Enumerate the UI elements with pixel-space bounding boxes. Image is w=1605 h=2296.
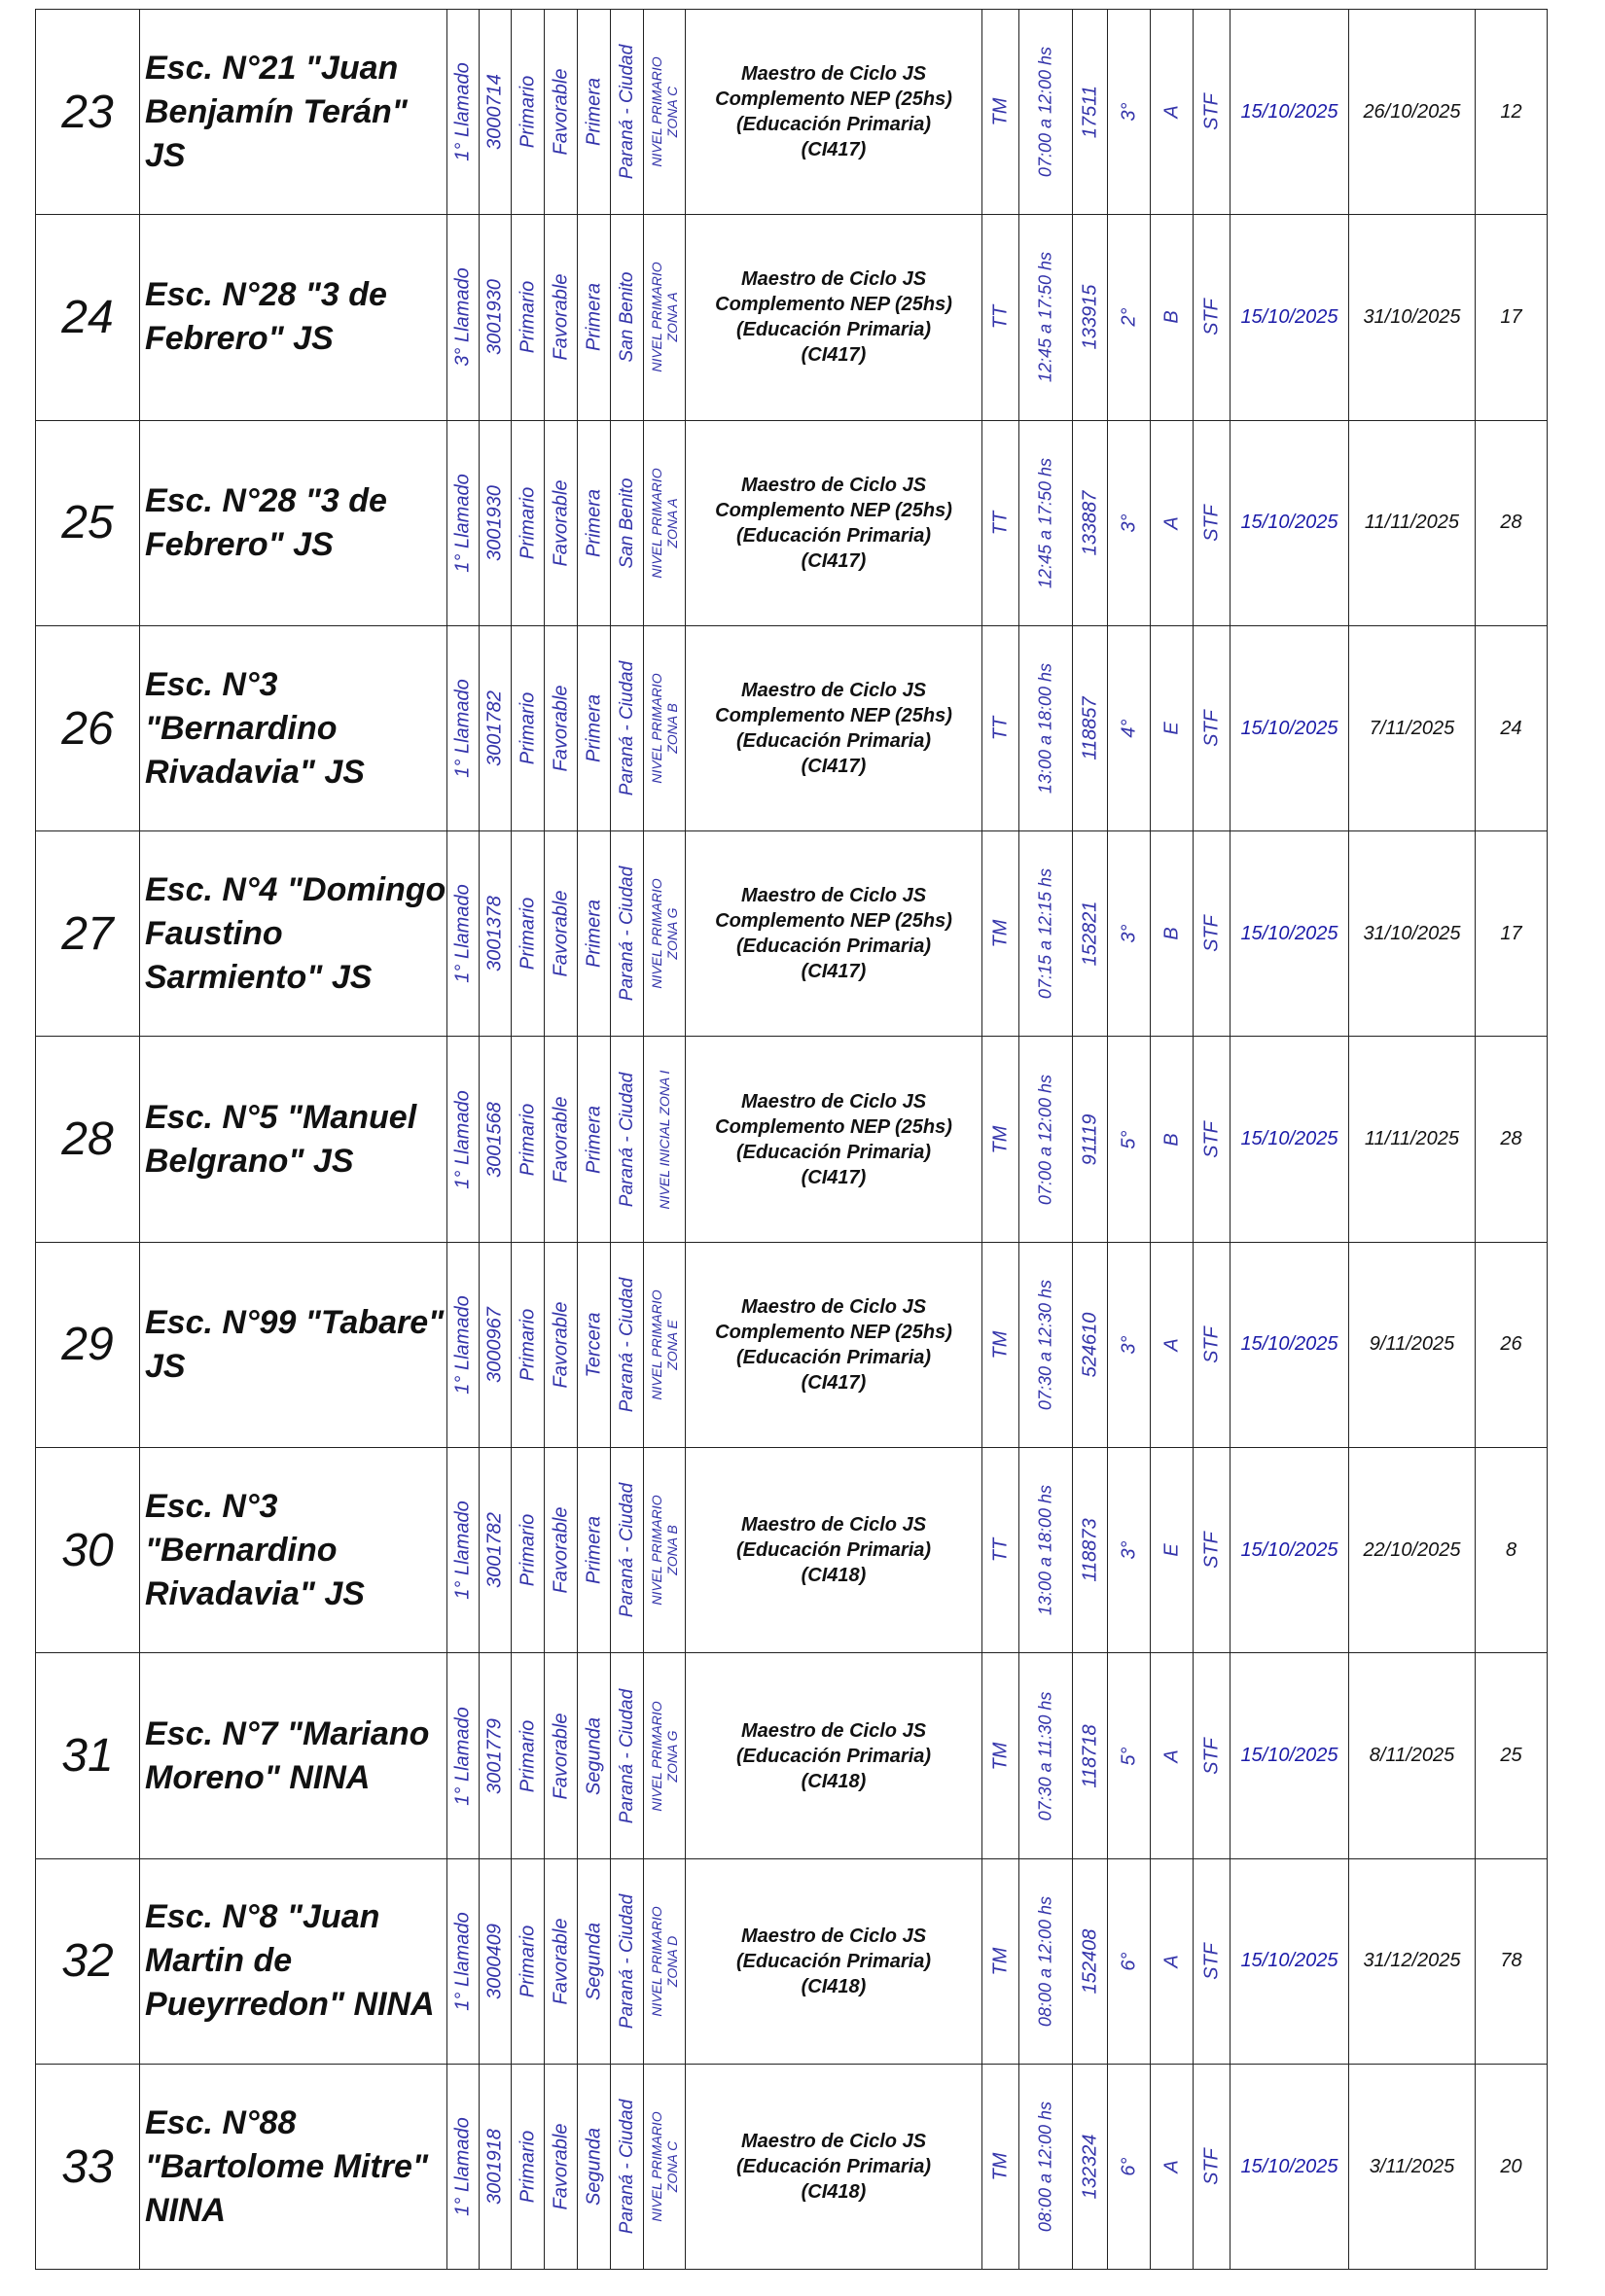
nivel-tipo-cell: Primario — [512, 1242, 545, 1447]
dias-count: 8 — [1476, 1448, 1548, 1653]
turno-cell: TT — [982, 1448, 1019, 1653]
seccion-cell: E — [1151, 625, 1194, 830]
table-row — [36, 1858, 1548, 2064]
code-cell: 3001378 — [480, 831, 512, 1037]
grado-cell: 5° — [1108, 1653, 1151, 1858]
llamado-cell: 1° Llamado — [447, 1037, 480, 1242]
turno-cell: TM — [982, 831, 1019, 1037]
zona-tipo-cell: Favorable — [545, 1858, 578, 2064]
fecha-desde: 15/10/2025 — [1230, 831, 1349, 1037]
llamado-cell: 1° Llamado — [447, 1242, 480, 1447]
id-cell: 132324 — [1073, 2064, 1108, 2269]
code-cell: 3001779 — [480, 1653, 512, 1858]
grado-cell: 4° — [1108, 625, 1151, 830]
grado-cell: 3° — [1108, 1242, 1151, 1447]
grado-cell: 3° — [1108, 10, 1151, 215]
turno-cell: TM — [982, 1037, 1019, 1242]
situacion-cell: STF — [1194, 10, 1230, 215]
categoria-cell: Segunda — [578, 2064, 611, 2269]
zona-tipo-cell: Favorable — [545, 1242, 578, 1447]
dias-count: 26 — [1476, 1242, 1548, 1447]
llamado-cell: 1° Llamado — [447, 1858, 480, 2064]
nivel-zona-cell: NIVEL PRIMARIO ZONA B — [644, 1448, 686, 1653]
school-name: Esc. N°28 "3 de Febrero" JS — [140, 420, 447, 625]
categoria-cell: Primera — [578, 831, 611, 1037]
dias-count: 17 — [1476, 215, 1548, 420]
id-cell: 118857 — [1073, 625, 1108, 830]
cargo-description: Maestro de Ciclo JS Complemento NEP (25hs) (Educación Primaria) (CI417) — [686, 420, 982, 625]
nivel-tipo-cell: Primario — [512, 1037, 545, 1242]
school-name: Esc. N°28 "3 de Febrero" JS — [140, 215, 447, 420]
dias-count: 20 — [1476, 2064, 1548, 2269]
school-name: Esc. N°3 "Bernardino Rivadavia" JS — [140, 1448, 447, 1653]
dias-count: 28 — [1476, 420, 1548, 625]
turno-cell: TM — [982, 2064, 1019, 2269]
zona-tipo-cell: Favorable — [545, 625, 578, 830]
zona-tipo-cell: Favorable — [545, 215, 578, 420]
fecha-hasta: 3/11/2025 — [1349, 2064, 1476, 2269]
nivel-tipo-cell: Primario — [512, 2064, 545, 2269]
nivel-tipo-cell: Primario — [512, 625, 545, 830]
id-cell: 133887 — [1073, 420, 1108, 625]
table-row — [36, 420, 1548, 625]
nivel-tipo-cell: Primario — [512, 1653, 545, 1858]
seccion-cell: B — [1151, 215, 1194, 420]
situacion-cell: STF — [1194, 420, 1230, 625]
categoria-cell: Primera — [578, 420, 611, 625]
id-cell: 118873 — [1073, 1448, 1108, 1653]
code-cell: 3001782 — [480, 625, 512, 830]
fecha-desde: 15/10/2025 — [1230, 1037, 1349, 1242]
id-cell: 133915 — [1073, 215, 1108, 420]
cargo-description: Maestro de Ciclo JS Complemento NEP (25hs) (Educación Primaria) (CI417) — [686, 1037, 982, 1242]
cargo-description: Maestro de Ciclo JS Complemento NEP (25hs) (Educación Primaria) (CI417) — [686, 1242, 982, 1447]
localidad-cell: Paraná - Ciudad — [611, 10, 644, 215]
id-cell: 524610 — [1073, 1242, 1108, 1447]
seccion-cell: B — [1151, 1037, 1194, 1242]
situacion-cell: STF — [1194, 625, 1230, 830]
fecha-desde: 15/10/2025 — [1230, 420, 1349, 625]
school-name: Esc. N°4 "Domingo Faustino Sarmiento" JS — [140, 831, 447, 1037]
localidad-cell: Paraná - Ciudad — [611, 1653, 644, 1858]
code-cell: 3000967 — [480, 1242, 512, 1447]
fecha-hasta: 31/10/2025 — [1349, 215, 1476, 420]
situacion-cell: STF — [1194, 1037, 1230, 1242]
fecha-hasta: 22/10/2025 — [1349, 1448, 1476, 1653]
nivel-zona-cell: NIVEL PRIMARIO ZONA E — [644, 1242, 686, 1447]
horario-cell: 12:45 a 17:50 hs — [1019, 215, 1073, 420]
nivel-zona-cell: NIVEL PRIMARIO ZONA C — [644, 2064, 686, 2269]
turno-cell: TM — [982, 1653, 1019, 1858]
nivel-zona-cell: NIVEL PRIMARIO ZONA B — [644, 625, 686, 830]
table-row — [36, 215, 1548, 420]
localidad-cell: Paraná - Ciudad — [611, 1037, 644, 1242]
zona-tipo-cell: Favorable — [545, 2064, 578, 2269]
code-cell: 3000409 — [480, 1858, 512, 2064]
llamado-cell: 3° Llamado — [447, 215, 480, 420]
row-number: 28 — [36, 1037, 140, 1242]
localidad-cell: San Benito — [611, 215, 644, 420]
categoria-cell: Segunda — [578, 1653, 611, 1858]
code-cell: 3001782 — [480, 1448, 512, 1653]
id-cell: 152408 — [1073, 1858, 1108, 2064]
categoria-cell: Primera — [578, 625, 611, 830]
situacion-cell: STF — [1194, 1858, 1230, 2064]
row-number: 31 — [36, 1653, 140, 1858]
nivel-zona-cell: NIVEL PRIMARIO ZONA A — [644, 215, 686, 420]
horario-cell: 12:45 a 17:50 hs — [1019, 420, 1073, 625]
table-row — [36, 1037, 1548, 1242]
nivel-tipo-cell: Primario — [512, 420, 545, 625]
seccion-cell: A — [1151, 1858, 1194, 2064]
grado-cell: 2° — [1108, 215, 1151, 420]
dias-count: 12 — [1476, 10, 1548, 215]
localidad-cell: Paraná - Ciudad — [611, 2064, 644, 2269]
seccion-cell: A — [1151, 1653, 1194, 1858]
zona-tipo-cell: Favorable — [545, 1653, 578, 1858]
fecha-desde: 15/10/2025 — [1230, 215, 1349, 420]
table-row — [36, 1242, 1548, 1447]
localidad-cell: Paraná - Ciudad — [611, 831, 644, 1037]
grado-cell: 3° — [1108, 1448, 1151, 1653]
horario-cell: 13:00 a 18:00 hs — [1019, 625, 1073, 830]
horario-cell: 07:15 a 12:15 hs — [1019, 831, 1073, 1037]
cargo-description: Maestro de Ciclo JS (Educación Primaria) (CI418) — [686, 1858, 982, 2064]
fecha-hasta: 11/11/2025 — [1349, 420, 1476, 625]
situacion-cell: STF — [1194, 1448, 1230, 1653]
llamado-cell: 1° Llamado — [447, 831, 480, 1037]
grado-cell: 3° — [1108, 831, 1151, 1037]
table-row — [36, 831, 1548, 1037]
code-cell: 3000714 — [480, 10, 512, 215]
categoria-cell: Segunda — [578, 1858, 611, 2064]
seccion-cell: A — [1151, 10, 1194, 215]
nivel-tipo-cell: Primario — [512, 831, 545, 1037]
grado-cell: 3° — [1108, 420, 1151, 625]
row-number: 26 — [36, 625, 140, 830]
nivel-tipo-cell: Primario — [512, 1448, 545, 1653]
seccion-cell: A — [1151, 1242, 1194, 1447]
code-cell: 3001930 — [480, 420, 512, 625]
cargo-description: Maestro de Ciclo JS (Educación Primaria) (CI418) — [686, 1448, 982, 1653]
id-cell: 17511 — [1073, 10, 1108, 215]
fecha-desde: 15/10/2025 — [1230, 1653, 1349, 1858]
fecha-hasta: 31/10/2025 — [1349, 831, 1476, 1037]
cargo-description: Maestro de Ciclo JS Complemento NEP (25hs) (Educación Primaria) (CI417) — [686, 625, 982, 830]
turno-cell: TT — [982, 625, 1019, 830]
fecha-desde: 15/10/2025 — [1230, 1448, 1349, 1653]
nivel-tipo-cell: Primario — [512, 1858, 545, 2064]
id-cell: 91119 — [1073, 1037, 1108, 1242]
fecha-desde: 15/10/2025 — [1230, 10, 1349, 215]
row-number: 29 — [36, 1242, 140, 1447]
nivel-tipo-cell: Primario — [512, 10, 545, 215]
row-number: 33 — [36, 2064, 140, 2269]
horario-cell: 07:00 a 12:00 hs — [1019, 10, 1073, 215]
situacion-cell: STF — [1194, 1653, 1230, 1858]
school-name: Esc. N°8 "Juan Martin de Pueyrredon" NINA — [140, 1858, 447, 2064]
horario-cell: 13:00 a 18:00 hs — [1019, 1448, 1073, 1653]
grado-cell: 6° — [1108, 2064, 1151, 2269]
llamado-cell: 1° Llamado — [447, 2064, 480, 2269]
nivel-zona-cell: NIVEL PRIMARIO ZONA A — [644, 420, 686, 625]
nivel-tipo-cell: Primario — [512, 215, 545, 420]
llamado-cell: 1° Llamado — [447, 10, 480, 215]
code-cell: 3001568 — [480, 1037, 512, 1242]
code-cell: 3001930 — [480, 215, 512, 420]
situacion-cell: STF — [1194, 2064, 1230, 2269]
categoria-cell: Tercera — [578, 1242, 611, 1447]
categoria-cell: Primera — [578, 215, 611, 420]
code-cell: 3001918 — [480, 2064, 512, 2269]
turno-cell: TT — [982, 420, 1019, 625]
categoria-cell: Primera — [578, 1448, 611, 1653]
turno-cell: TM — [982, 1242, 1019, 1447]
school-name: Esc. N°88 "Bartolome Mitre" NINA — [140, 2064, 447, 2269]
llamado-cell: 1° Llamado — [447, 420, 480, 625]
fecha-desde: 15/10/2025 — [1230, 2064, 1349, 2269]
school-name: Esc. N°7 "Mariano Moreno" NINA — [140, 1653, 447, 1858]
fecha-hasta: 9/11/2025 — [1349, 1242, 1476, 1447]
vacancy-table — [35, 9, 1548, 2270]
school-name: Esc. N°5 "Manuel Belgrano" JS — [140, 1037, 447, 1242]
cargo-description: Maestro de Ciclo JS Complemento NEP (25hs) (Educación Primaria) (CI417) — [686, 831, 982, 1037]
school-name: Esc. N°21 "Juan Benjamín Terán" JS — [140, 10, 447, 215]
fecha-desde: 15/10/2025 — [1230, 625, 1349, 830]
fecha-hasta: 8/11/2025 — [1349, 1653, 1476, 1858]
zona-tipo-cell: Favorable — [545, 1448, 578, 1653]
horario-cell: 08:00 a 12:00 hs — [1019, 2064, 1073, 2269]
row-number: 32 — [36, 1858, 140, 2064]
localidad-cell: Paraná - Ciudad — [611, 1448, 644, 1653]
llamado-cell: 1° Llamado — [447, 1448, 480, 1653]
table-row — [36, 625, 1548, 830]
nivel-zona-cell: NIVEL PRIMARIO ZONA D — [644, 1858, 686, 2064]
zona-tipo-cell: Favorable — [545, 831, 578, 1037]
id-cell: 118718 — [1073, 1653, 1108, 1858]
fecha-hasta: 7/11/2025 — [1349, 625, 1476, 830]
row-number: 27 — [36, 831, 140, 1037]
cargo-description: Maestro de Ciclo JS (Educación Primaria) (CI418) — [686, 2064, 982, 2269]
nivel-zona-cell: NIVEL PRIMARIO ZONA G — [644, 1653, 686, 1858]
dias-count: 25 — [1476, 1653, 1548, 1858]
categoria-cell: Primera — [578, 1037, 611, 1242]
fecha-hasta: 26/10/2025 — [1349, 10, 1476, 215]
dias-count: 78 — [1476, 1858, 1548, 2064]
llamado-cell: 1° Llamado — [447, 625, 480, 830]
zona-tipo-cell: Favorable — [545, 420, 578, 625]
table-row — [36, 1653, 1548, 1858]
dias-count: 28 — [1476, 1037, 1548, 1242]
row-number: 23 — [36, 10, 140, 215]
turno-cell: TT — [982, 215, 1019, 420]
seccion-cell: A — [1151, 2064, 1194, 2269]
table-row — [36, 10, 1548, 215]
seccion-cell: B — [1151, 831, 1194, 1037]
nivel-zona-cell: NIVEL INICIAL ZONA I — [644, 1037, 686, 1242]
row-number: 24 — [36, 215, 140, 420]
situacion-cell: STF — [1194, 215, 1230, 420]
turno-cell: TM — [982, 1858, 1019, 2064]
fecha-desde: 15/10/2025 — [1230, 1242, 1349, 1447]
situacion-cell: STF — [1194, 831, 1230, 1037]
categoria-cell: Primera — [578, 10, 611, 215]
zona-tipo-cell: Favorable — [545, 1037, 578, 1242]
localidad-cell: San Benito — [611, 420, 644, 625]
table-row — [36, 1448, 1548, 1653]
turno-cell: TM — [982, 10, 1019, 215]
fecha-hasta: 11/11/2025 — [1349, 1037, 1476, 1242]
nivel-zona-cell: NIVEL PRIMARIO ZONA G — [644, 831, 686, 1037]
row-number: 30 — [36, 1448, 140, 1653]
seccion-cell: A — [1151, 420, 1194, 625]
localidad-cell: Paraná - Ciudad — [611, 625, 644, 830]
school-name: Esc. N°3 "Bernardino Rivadavia" JS — [140, 625, 447, 830]
cargo-description: Maestro de Ciclo JS (Educación Primaria) (CI418) — [686, 1653, 982, 1858]
fecha-hasta: 31/12/2025 — [1349, 1858, 1476, 2064]
seccion-cell: E — [1151, 1448, 1194, 1653]
dias-count: 24 — [1476, 625, 1548, 830]
grado-cell: 6° — [1108, 1858, 1151, 2064]
id-cell: 152821 — [1073, 831, 1108, 1037]
fecha-desde: 15/10/2025 — [1230, 1858, 1349, 2064]
cargo-description: Maestro de Ciclo JS Complemento NEP (25hs) (Educación Primaria) (CI417) — [686, 215, 982, 420]
zona-tipo-cell: Favorable — [545, 10, 578, 215]
school-name: Esc. N°99 "Tabare" JS — [140, 1242, 447, 1447]
grado-cell: 5° — [1108, 1037, 1151, 1242]
cargo-description: Maestro de Ciclo JS Complemento NEP (25hs) (Educación Primaria) (CI417) — [686, 10, 982, 215]
localidad-cell: Paraná - Ciudad — [611, 1242, 644, 1447]
horario-cell: 08:00 a 12:00 hs — [1019, 1858, 1073, 2064]
localidad-cell: Paraná - Ciudad — [611, 1858, 644, 2064]
horario-cell: 07:00 a 12:00 hs — [1019, 1037, 1073, 1242]
llamado-cell: 1° Llamado — [447, 1653, 480, 1858]
table-row — [36, 2064, 1548, 2269]
horario-cell: 07:30 a 11:30 hs — [1019, 1653, 1073, 1858]
row-number: 25 — [36, 420, 140, 625]
dias-count: 17 — [1476, 831, 1548, 1037]
situacion-cell: STF — [1194, 1242, 1230, 1447]
nivel-zona-cell: NIVEL PRIMARIO ZONA C — [644, 10, 686, 215]
horario-cell: 07:30 a 12:30 hs — [1019, 1242, 1073, 1447]
